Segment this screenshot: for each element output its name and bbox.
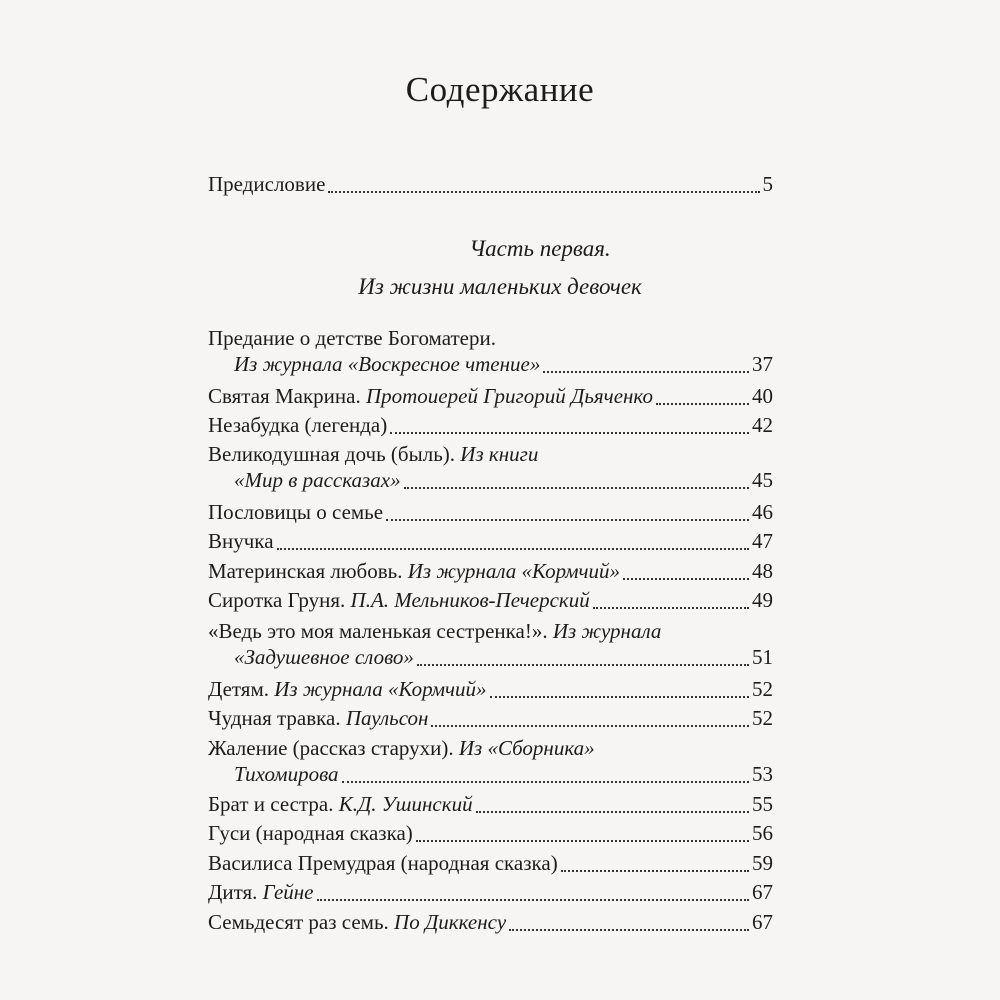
toc-entry xyxy=(208,588,773,614)
dot-leader xyxy=(416,840,749,842)
entry-title: Брат и сестра. xyxy=(208,792,334,816)
toc-entry-line1 xyxy=(208,442,773,468)
entry-page: 53 xyxy=(752,762,773,786)
toc-entry-line2 xyxy=(234,645,773,671)
entry-page: 48 xyxy=(752,559,773,583)
dot-leader xyxy=(509,929,749,931)
entry-title: Пословицы о семье xyxy=(208,500,384,524)
toc-entry xyxy=(208,500,773,526)
toc-entry-line1 xyxy=(208,619,773,645)
toc-entry xyxy=(208,384,773,410)
toc-entry xyxy=(208,821,773,847)
dot-leader xyxy=(431,725,749,727)
entry-page: 42 xyxy=(752,413,773,437)
entry-page: 37 xyxy=(752,352,773,376)
dot-leader xyxy=(417,664,749,666)
toc-entry xyxy=(208,880,773,906)
entry-title: Чудная травка. xyxy=(208,706,341,730)
dot-leader xyxy=(476,811,749,813)
entry-page: 52 xyxy=(752,677,773,701)
entry-page: 59 xyxy=(752,851,773,875)
entry-author: Паульсон xyxy=(345,706,429,730)
dot-leader xyxy=(277,548,749,550)
toc-entry-preface xyxy=(208,172,773,198)
entry-page: 47 xyxy=(752,529,773,553)
toc-entry xyxy=(208,851,773,877)
entry-title: Детям. xyxy=(208,677,270,701)
entry-page: 67 xyxy=(752,910,773,934)
entry-author: «Задушевное слово» xyxy=(234,645,414,669)
toc-entry xyxy=(208,559,773,585)
dot-leader xyxy=(328,191,759,193)
dot-leader xyxy=(656,403,749,405)
entry-page: 52 xyxy=(752,706,773,730)
entry-author: Тихомирова xyxy=(234,762,339,786)
toc-entry xyxy=(208,910,773,936)
entry-author: По Диккенсу xyxy=(394,910,507,934)
dot-leader xyxy=(317,899,749,901)
toc-entry xyxy=(208,529,773,555)
entry-page: 5 xyxy=(762,172,773,196)
entry-title: Незабудка (легенда) xyxy=(208,413,388,437)
entry-title: Сиротка Груня. xyxy=(208,588,346,612)
entry-page: 55 xyxy=(752,792,773,816)
dot-leader xyxy=(404,487,749,489)
entry-title: Гуси (народная сказка) xyxy=(208,821,413,845)
entry-author: К.Д. Ушинский xyxy=(338,792,473,816)
entry-page: 45 xyxy=(752,468,773,492)
dot-leader xyxy=(593,607,749,609)
part-heading-line2: Из жизни маленьких девочек xyxy=(358,274,642,299)
part-heading-line1: Часть первая. xyxy=(469,236,611,261)
entry-title: «Ведь это моя маленькая сестренка!». xyxy=(208,619,548,643)
toc-entry xyxy=(208,413,773,439)
entry-page: 51 xyxy=(752,645,773,669)
entry-author-prefix: Из книги xyxy=(460,442,539,466)
toc-entry-line2 xyxy=(234,468,773,494)
entry-title: Материнская любовь. xyxy=(208,559,403,583)
entry-author: Из журнала «Кормчий» xyxy=(407,559,621,583)
dot-leader xyxy=(561,870,749,872)
dot-leader xyxy=(386,519,749,521)
entry-title: Святая Макрина. xyxy=(208,384,361,408)
entry-author: П.А. Мельников-Печерский xyxy=(350,588,590,612)
toc-entry-line2 xyxy=(234,352,773,378)
toc-entry-line1 xyxy=(208,326,773,352)
toc-entry xyxy=(208,677,773,703)
entry-title: Внучка xyxy=(208,529,274,553)
dot-leader xyxy=(390,432,749,434)
entry-author-prefix: Из журнала xyxy=(552,619,662,643)
entry-author: Гейне xyxy=(262,880,314,904)
entry-title: Великодушная дочь (быль). xyxy=(208,442,456,466)
entry-author: Из журнала «Воскресное чтение» xyxy=(234,352,541,376)
entry-title: Василиса Премудрая (народная сказка) xyxy=(208,851,558,875)
dot-leader xyxy=(490,696,749,698)
entry-author: «Мир в рассказах» xyxy=(234,468,401,492)
entry-page: 49 xyxy=(752,588,773,612)
page-title: Содержание xyxy=(405,70,595,109)
toc-entry-line2 xyxy=(234,762,773,788)
entry-page: 40 xyxy=(752,384,773,408)
entry-page: 56 xyxy=(752,821,773,845)
entry-author-prefix: Из «Сборника» xyxy=(458,736,595,760)
toc-entry xyxy=(208,792,773,818)
entry-title: Дитя. xyxy=(208,880,258,904)
dot-leader xyxy=(543,371,749,373)
entry-title: Предание о детстве Богоматери. xyxy=(208,326,496,350)
toc-entry-line1 xyxy=(208,736,773,762)
toc-entry xyxy=(208,706,773,732)
dot-leader xyxy=(623,578,749,580)
entry-page: 67 xyxy=(752,880,773,904)
entry-title: Жаление (рассказ старухи). xyxy=(208,736,454,760)
entry-title: Предисловие xyxy=(208,172,326,196)
entry-author: Из журнала «Кормчий» xyxy=(274,677,487,701)
dot-leader xyxy=(342,781,749,783)
entry-title: Семьдесят раз семь. xyxy=(208,910,389,934)
entry-page: 46 xyxy=(752,500,773,524)
entry-author: Протоиерей Григорий Дьяченко xyxy=(365,384,653,408)
